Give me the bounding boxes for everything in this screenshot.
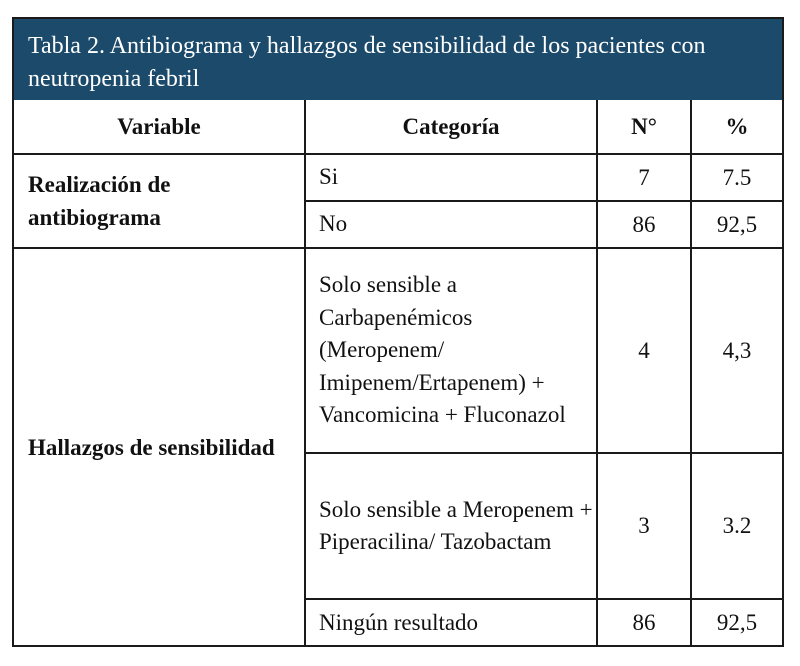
percent-cell: 4,3 bbox=[691, 248, 782, 453]
header-n: N° bbox=[597, 100, 691, 154]
header-pct: % bbox=[691, 100, 782, 154]
category-cell: Ningún resultado bbox=[305, 599, 597, 646]
results-table bbox=[14, 100, 782, 647]
category-cell: Si bbox=[305, 154, 597, 201]
table-frame bbox=[12, 17, 784, 647]
header-row bbox=[14, 100, 782, 154]
count-cell: 86 bbox=[597, 201, 691, 248]
table-title: Tabla 2. Antibiograma y hallazgos de sensibilidad de los pacientes con neutropenia febril bbox=[14, 19, 782, 100]
table-row bbox=[14, 154, 782, 201]
count-cell: 86 bbox=[597, 599, 691, 646]
percent-cell: 92,5 bbox=[691, 201, 782, 248]
percent-cell: 7.5 bbox=[691, 154, 782, 201]
table-row bbox=[14, 248, 782, 453]
variable-cell bbox=[14, 154, 305, 248]
percent-cell: 3.2 bbox=[691, 453, 782, 599]
category-cell: Solo sensible a Meropenem + Piperacilina/ Tazobactam bbox=[305, 453, 597, 599]
percent-cell: 92,5 bbox=[691, 599, 782, 646]
count-cell: 7 bbox=[597, 154, 691, 201]
count-cell: 3 bbox=[597, 453, 691, 599]
header-categoria: Categoría bbox=[305, 100, 597, 154]
header-variable: Variable bbox=[14, 100, 305, 154]
variable-label: Hallazgos de sensibilidad bbox=[28, 434, 275, 460]
count-cell: 4 bbox=[597, 248, 691, 453]
variable-label: Realización de antibiograma bbox=[28, 172, 171, 230]
variable-cell bbox=[14, 248, 305, 646]
category-cell: No bbox=[305, 201, 597, 248]
category-cell: Solo sensible a Carbapenémicos (Meropenem/ Imipenem/Ertapenem) + Vancomicina + Fluconazol bbox=[305, 248, 597, 453]
